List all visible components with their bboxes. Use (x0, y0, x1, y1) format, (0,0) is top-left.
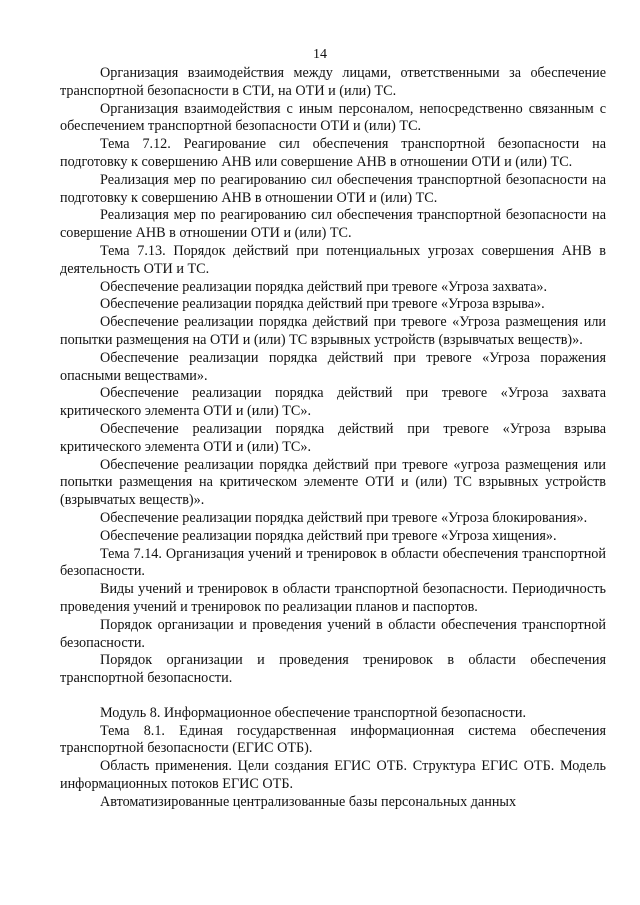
paragraph: Организация взаимодействия между лицами, ответственными за обеспечение транспортной безопасности в СТИ, на ОТИ и (или) ТС. (60, 65, 606, 99)
paragraph: Обеспечение реализации порядка действий при тревоге «Угроза блокирования». (100, 509, 588, 526)
paragraph: Обеспечение реализации порядка действий при тревоге «Угроза взрыва». (100, 296, 545, 313)
paragraph: Обеспечение реализации порядка действий при тревоге «Угроза захвата критического элемента ОТИ и (или) ТС». (60, 385, 606, 420)
topic-heading: Тема 7.14. Организация учений и тренировок в области обеспечения транспортной безопасности. (60, 545, 606, 580)
paragraph: Реализация мер по реагированию сил обеспечения транспортной безопасности на совершение АНВ в отношении ОТИ и (или) ТС. (60, 207, 606, 242)
paragraph: Обеспечение реализации порядка действий при тревоге «Угроза захвата». (100, 278, 548, 295)
topic-heading: Тема 7.12. Реагирование сил обеспечения транспортной безопасности на подготовку к совершению АНВ или совершение АНВ в отношении ОТИ и (или) ТС. (60, 136, 606, 170)
module-heading: Модуль 8. Информационное обеспечение транспортной безопасности. (100, 704, 526, 721)
topic-heading: Тема 8.1. Единая государственная информационная система обеспечения транспортной безопасности (ЕГИС ОТБ). (60, 722, 606, 757)
paragraph: Обеспечение реализации порядка действий при тревоге «Угроза размещения или попытки размещения на ОТИ и (или) ТС взрывных устройств (взрывчатых веществ)». (60, 314, 606, 348)
paragraph: Обеспечение реализации порядка действий при тревоге «Угроза взрыва критического элемента ОТИ и (или) ТС». (60, 420, 606, 455)
paragraph: Область применения. Цели создания ЕГИС ОТБ. Структура ЕГИС ОТБ. Модель информационных потоков ЕГИС ОТБ. (60, 758, 606, 793)
paragraph: Обеспечение реализации порядка действий при тревоге «Угроза поражения опасными веществами». (60, 349, 606, 384)
paragraph: Порядок организации и проведения тренировок в области обеспечения транспортной безопасности. (60, 652, 606, 687)
paragraph: Обеспечение реализации порядка действий при тревоге «угроза размещения или попытки размещения на критическом элементе ОТИ и (или) ТС взрывных устройств (взрывчатых веществ)». (60, 456, 606, 509)
document-body (60, 65, 606, 812)
paragraph: Реализация мер по реагированию сил обеспечения транспортной безопасности на подготовку к совершению АНВ в отношении ОТИ и (или) ТС. (60, 171, 606, 206)
topic-heading: Тема 7.13. Порядок действий при потенциальных угрозах совершения АНВ в деятельность ОТИ и ТС. (60, 242, 606, 277)
paragraph: Организация взаимодействия с иным персоналом, непосредственно связанным с обеспечением транспортной безопасности ОТИ и (или) ТС. (60, 100, 606, 135)
paragraph: Обеспечение реализации порядка действий при тревоге «Угроза хищения». (100, 527, 557, 544)
paragraph: Порядок организации и проведения учений в области обеспечения транспортной безопасности. (60, 616, 606, 651)
page-number: 14 (313, 47, 327, 62)
paragraph: Виды учений и тренировок в области транспортной безопасности. Периодичность проведения учений и тренировок по реализации планов и паспортов. (60, 581, 606, 615)
paragraph: Автоматизированные централизованные базы персональных данных (100, 793, 517, 810)
